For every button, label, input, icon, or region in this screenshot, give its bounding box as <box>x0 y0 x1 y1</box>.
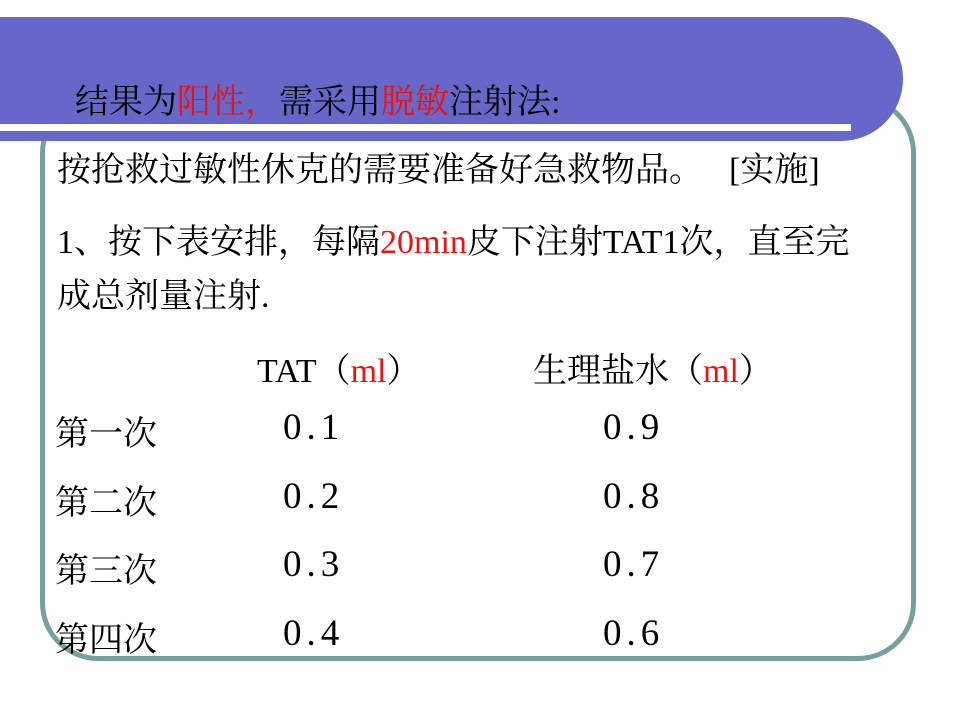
paragraph-preparation <box>57 151 820 191</box>
title-text: 结果为 <box>75 84 177 121</box>
table-header-tat: TAT（ml） <box>257 353 421 390</box>
paragraph-text: 皮下注射TAT1次，直至完 <box>466 224 850 261</box>
row-label: 第一次 <box>55 416 157 453</box>
tat-value: 0.3 <box>283 544 345 585</box>
paragraph-step1 <box>57 223 850 263</box>
table-row <box>0 475 960 522</box>
unit-ml: ml <box>350 353 387 390</box>
title-highlight-desensitize: 脱敏 <box>381 84 449 121</box>
saline-value: 0.9 <box>603 407 665 448</box>
paragraph-step1-continued: 成总剂量注射. <box>57 278 270 315</box>
title-text: 需采用 <box>279 84 381 121</box>
tat-value: 0.1 <box>283 407 345 448</box>
table-row <box>0 406 960 453</box>
saline-value: 0.6 <box>603 613 665 654</box>
table-row <box>0 543 960 590</box>
paragraph-text: 按抢救过敏性休克的需要准备好急救物品。 <box>57 152 703 189</box>
title-text: 注射法: <box>449 84 561 121</box>
row-label: 第二次 <box>55 485 157 522</box>
slide-title <box>75 84 560 122</box>
table-row <box>0 612 960 659</box>
interval-highlight: 20min <box>380 224 467 261</box>
tat-value: 0.2 <box>283 476 345 517</box>
title-divider-line <box>0 124 851 131</box>
saline-value: 0.8 <box>603 476 665 517</box>
implementation-tag: [实施] <box>729 152 820 189</box>
table-header-saline: 生理盐水（ml） <box>533 353 773 390</box>
row-label: 第三次 <box>55 553 157 590</box>
header-band <box>0 17 903 141</box>
title-highlight-positive: 阳性， <box>177 84 279 121</box>
unit-ml: ml <box>703 353 739 390</box>
paragraph-text: 1、按下表安排，每隔 <box>57 224 380 261</box>
saline-value: 0.7 <box>603 544 665 585</box>
row-label: 第四次 <box>55 622 157 659</box>
tat-value: 0.4 <box>283 613 345 654</box>
table-header-row <box>0 343 960 390</box>
